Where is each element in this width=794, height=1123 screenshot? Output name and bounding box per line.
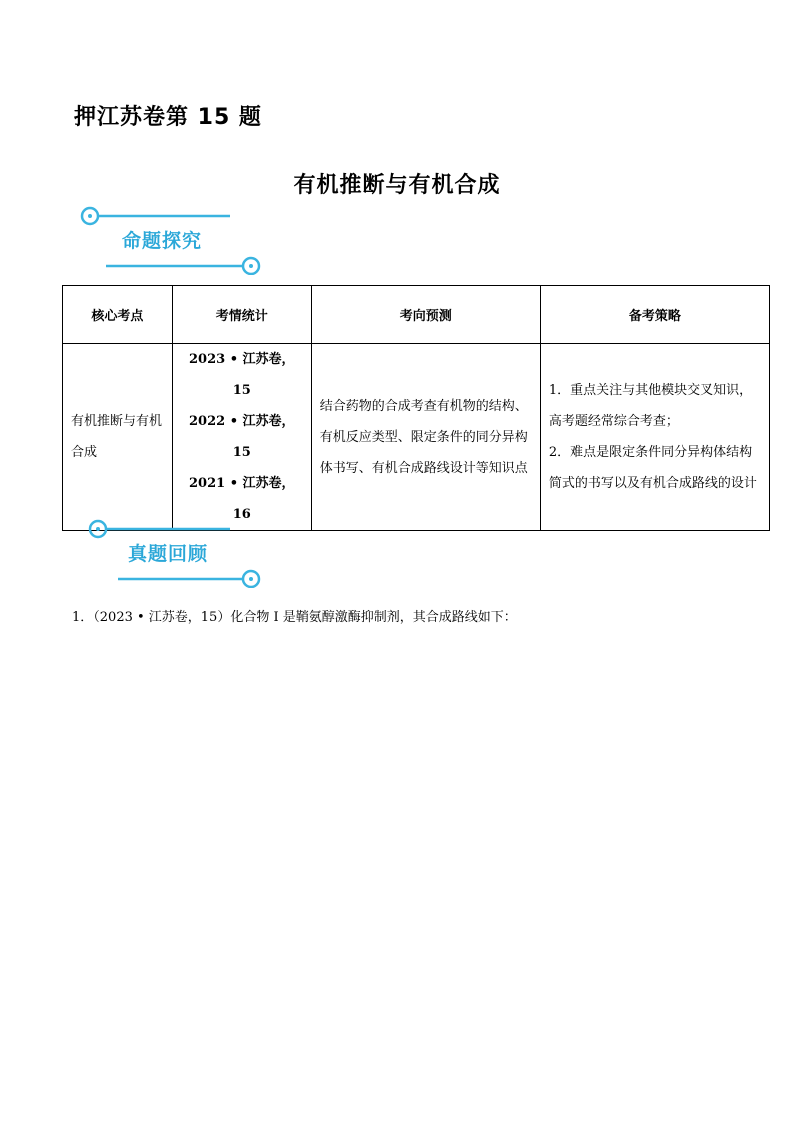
section-title-explore: 命题探究 [122,230,203,252]
table-row [63,344,770,531]
stat-item: 2023 • 江苏卷，15 [188,352,295,398]
section-banner-review [78,518,268,588]
table-header-row [63,286,770,344]
section-banner-explore [78,205,268,275]
table-header: 考情统计 [172,286,311,344]
core-point-cell: 有机推断与有机合成 [63,344,173,531]
strategy-item: 1．重点关注与其他模块交叉知识，高考题经常综合考查； [548,383,753,429]
table-header: 备考策略 [540,286,769,344]
page-subtitle: 有机推断与有机合成 [293,173,501,198]
page-title: 押江苏卷第 15 题 [74,105,262,130]
strategy-item: 2．难点是限定条件同分异构体结构简式的书写以及有机合成路线的设计 [548,445,757,491]
forecast-cell: 结合药物的合成考查有机物的结构、有机反应类型、限定条件的同分异构体书写、有机合成路线设计等知识点 [311,344,540,531]
table-header: 核心考点 [63,286,173,344]
question-text: 1．（2023 • 江苏卷，15）化合物 I 是鞘氨醇激酶抑制剂，其合成路线如下： [72,610,517,625]
info-table [62,285,770,531]
section-title-review: 真题回顾 [128,543,209,565]
stat-item: 2021 • 江苏卷，16 [188,476,295,522]
strategy-cell [540,344,769,531]
stats-cell [172,344,311,531]
table-header: 考向预测 [311,286,540,344]
stat-item: 2022 • 江苏卷，15 [188,414,295,460]
